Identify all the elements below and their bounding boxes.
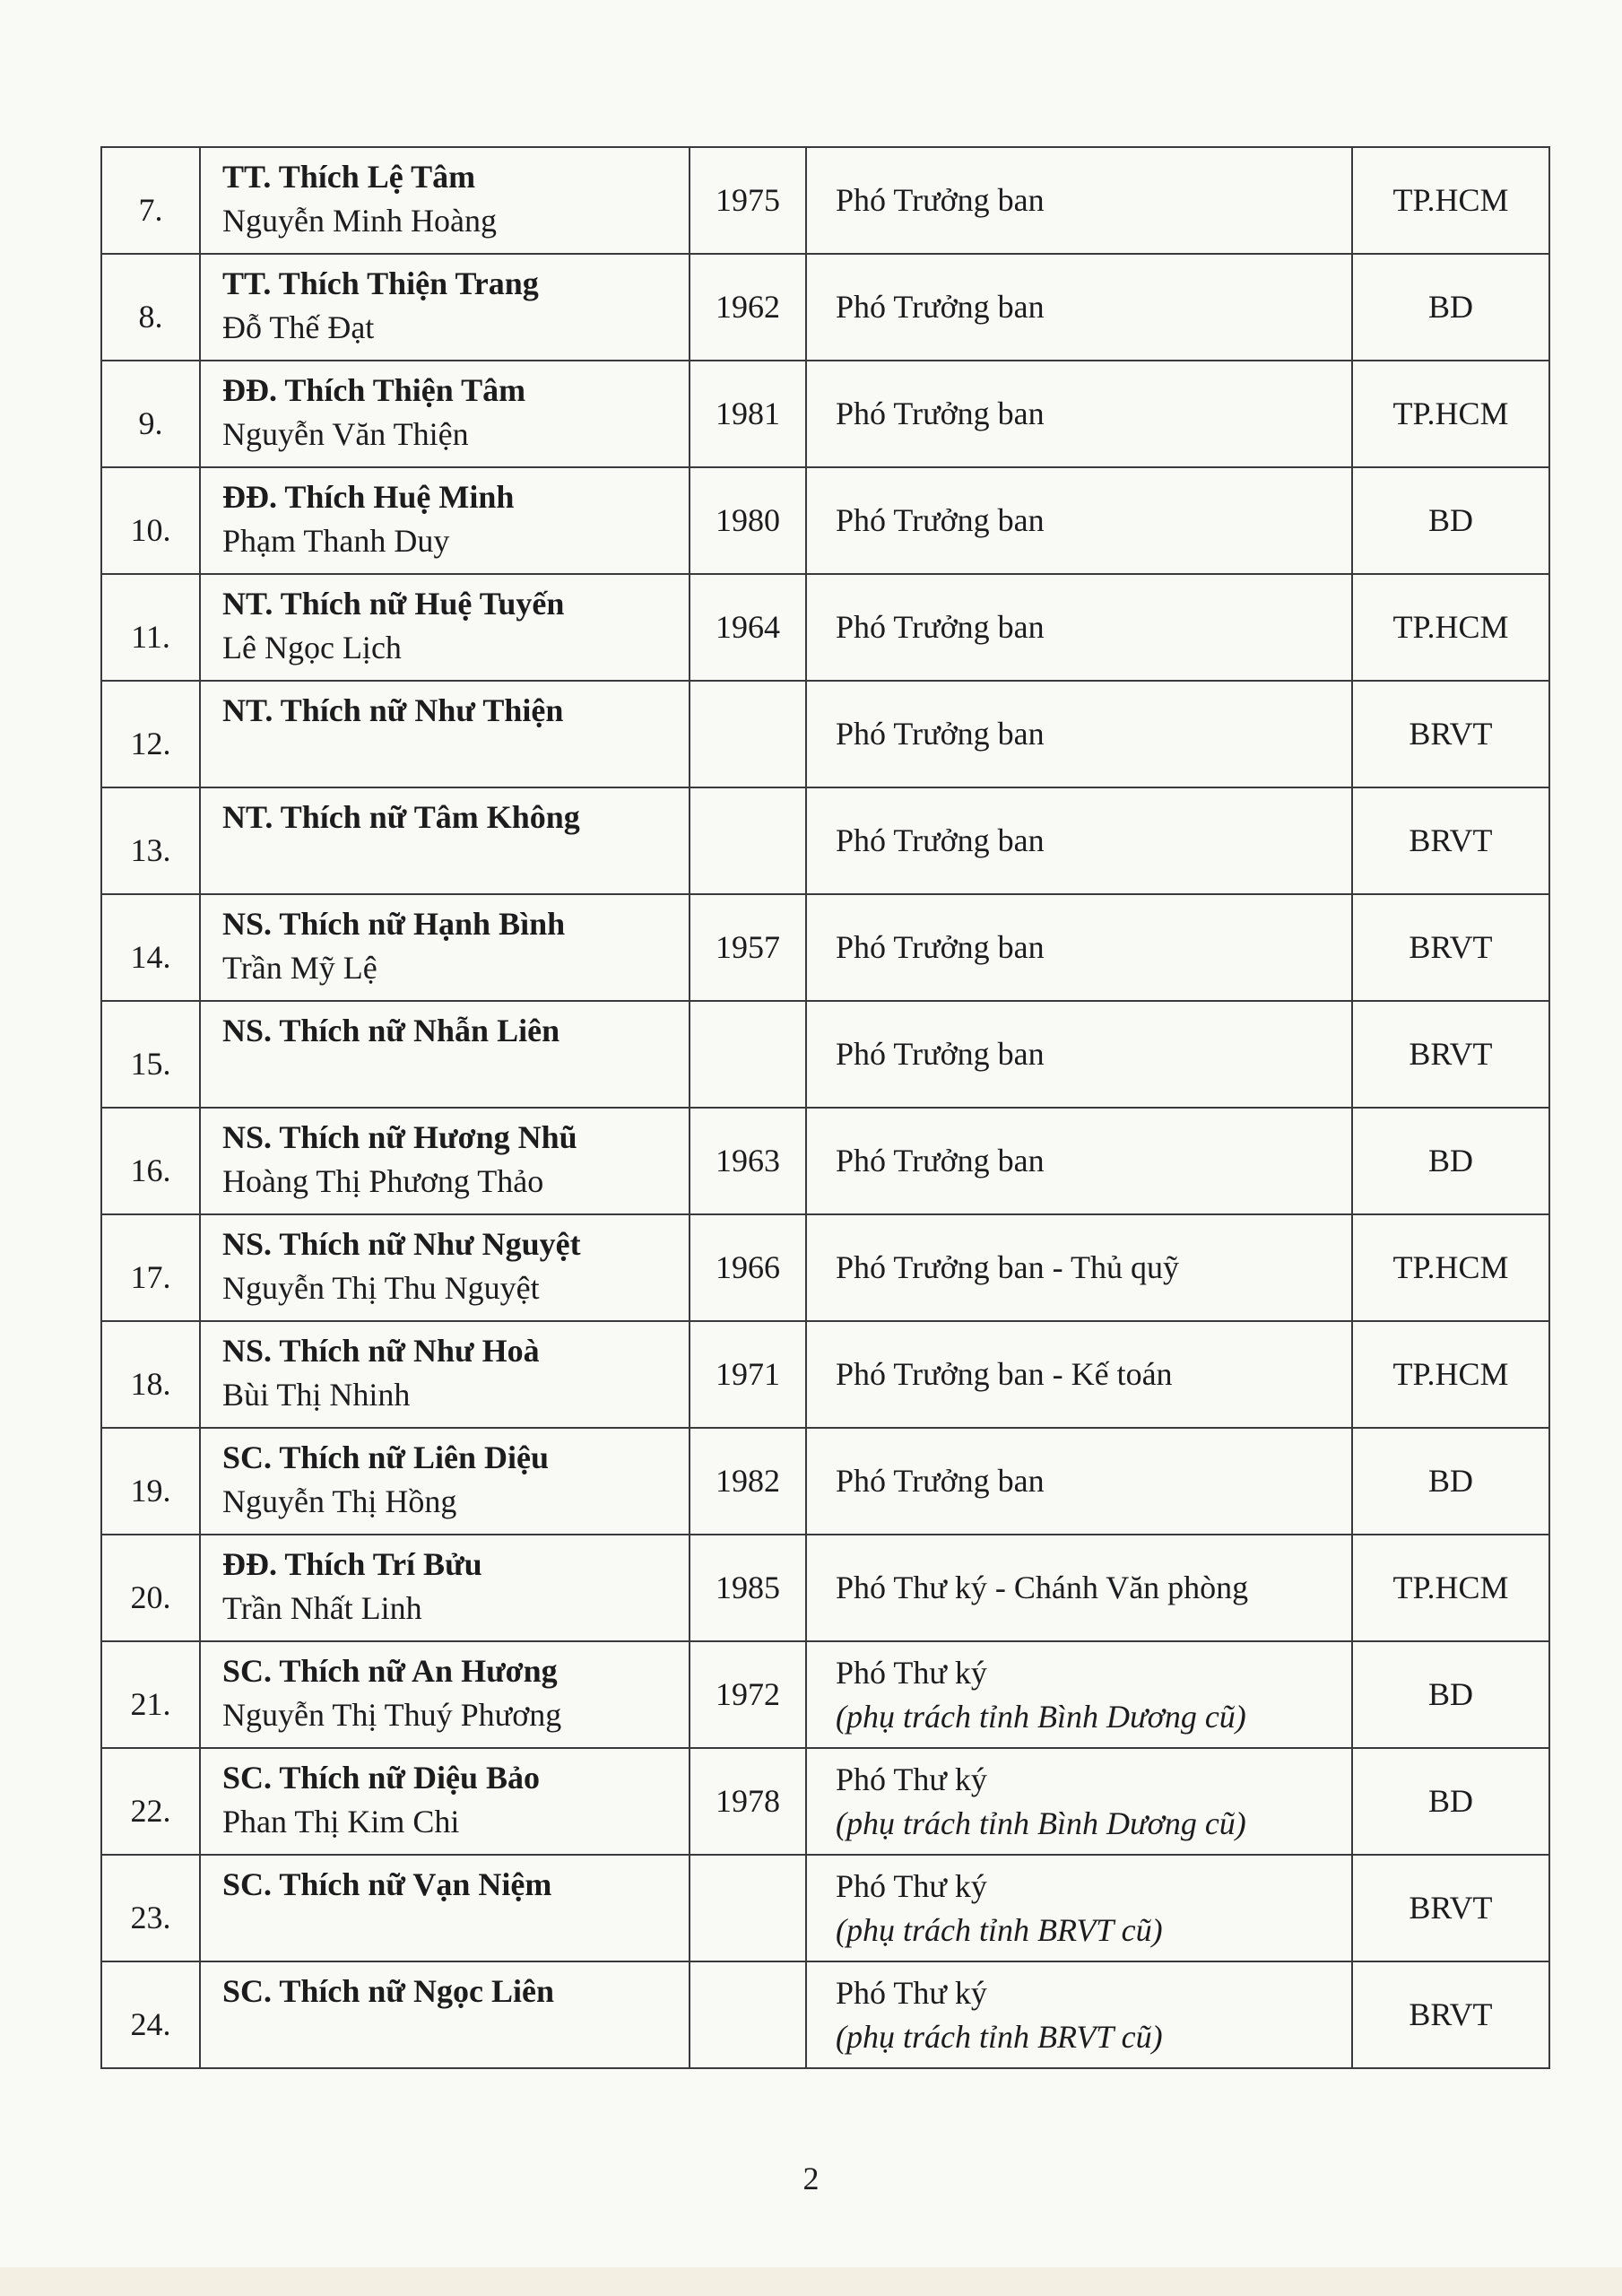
table-row bbox=[101, 1641, 1549, 1748]
religious-name: NT. Thích nữ Tâm Không bbox=[222, 799, 580, 835]
locality-cell: BRVT bbox=[1352, 681, 1549, 787]
birth-year-cell: 1962 bbox=[690, 254, 806, 361]
position-cell bbox=[806, 361, 1352, 467]
religious-name: NS. Thích nữ Như Hoà bbox=[222, 1333, 540, 1369]
religious-name: SC. Thích nữ Liên Diệu bbox=[222, 1439, 550, 1475]
locality-cell: BD bbox=[1352, 254, 1549, 361]
name-cell bbox=[200, 467, 690, 574]
birth-year-cell bbox=[690, 1961, 806, 2068]
row-number-cell: 18. bbox=[101, 1321, 200, 1428]
position-cell bbox=[806, 1961, 1352, 2068]
locality-cell: BD bbox=[1352, 1108, 1549, 1214]
birth-year-cell: 1981 bbox=[690, 361, 806, 467]
row-number-cell: 12. bbox=[101, 681, 200, 787]
row-number-cell: 14. bbox=[101, 894, 200, 1001]
birth-year-cell bbox=[690, 1855, 806, 1961]
name-cell bbox=[200, 361, 690, 467]
religious-name: SC. Thích nữ Diệu Bảo bbox=[222, 1760, 541, 1796]
position-cell bbox=[806, 1108, 1352, 1214]
position-cell bbox=[806, 787, 1352, 894]
table-row bbox=[101, 1321, 1549, 1428]
locality-cell: TP.HCM bbox=[1352, 361, 1549, 467]
name-cell bbox=[200, 147, 690, 254]
position-note: (phụ trách tỉnh BRVT cũ) bbox=[836, 2018, 1163, 2055]
name-cell bbox=[200, 681, 690, 787]
position-title: Phó Trưởng ban bbox=[836, 289, 1045, 325]
row-number-cell: 24. bbox=[101, 1961, 200, 2068]
lay-name: Bùi Thị Nhinh bbox=[222, 1377, 411, 1413]
locality-cell: BRVT bbox=[1352, 1961, 1549, 2068]
position-title: Phó Trưởng ban bbox=[836, 609, 1045, 645]
position-title: Phó Trưởng ban - Kế toán bbox=[836, 1356, 1173, 1392]
position-note: (phụ trách tỉnh Bình Dương cũ) bbox=[836, 1805, 1246, 1841]
religious-name: ĐĐ. Thích Thiện Tâm bbox=[222, 372, 526, 408]
name-cell bbox=[200, 1748, 690, 1855]
row-number-cell: 21. bbox=[101, 1641, 200, 1748]
position-cell bbox=[806, 1855, 1352, 1961]
religious-name: ĐĐ. Thích Trí Bửu bbox=[222, 1546, 482, 1582]
table-row bbox=[101, 681, 1549, 787]
position-title: Phó Trưởng ban bbox=[836, 396, 1045, 431]
row-number-cell: 10. bbox=[101, 467, 200, 574]
religious-name: NT. Thích nữ Huệ Tuyến bbox=[222, 586, 565, 622]
scan-bottom-strip bbox=[0, 2267, 1622, 2296]
position-cell bbox=[806, 1001, 1352, 1108]
row-number-cell: 11. bbox=[101, 574, 200, 681]
position-title: Phó Thư ký bbox=[836, 1654, 987, 1691]
row-number-cell: 22. bbox=[101, 1748, 200, 1855]
locality-cell: TP.HCM bbox=[1352, 147, 1549, 254]
religious-name: TT. Thích Thiện Trang bbox=[222, 265, 539, 301]
position-title: Phó Thư ký bbox=[836, 1761, 987, 1797]
religious-name: NS. Thích nữ Nhẫn Liên bbox=[222, 1013, 560, 1048]
name-cell bbox=[200, 1855, 690, 1961]
position-cell bbox=[806, 1428, 1352, 1535]
position-title: Phó Thư ký bbox=[836, 1974, 987, 2011]
member-table bbox=[100, 146, 1550, 2069]
birth-year-cell: 1985 bbox=[690, 1535, 806, 1641]
lay-name: Phan Thị Kim Chi bbox=[222, 1804, 460, 1839]
position-title: Phó Trưởng ban bbox=[836, 1036, 1045, 1072]
birth-year-cell: 1975 bbox=[690, 147, 806, 254]
table-row bbox=[101, 1428, 1549, 1535]
table-row bbox=[101, 1748, 1549, 1855]
birth-year-cell: 1964 bbox=[690, 574, 806, 681]
table-row bbox=[101, 1855, 1549, 1961]
locality-cell: BD bbox=[1352, 467, 1549, 574]
locality-cell: TP.HCM bbox=[1352, 574, 1549, 681]
name-cell bbox=[200, 1535, 690, 1641]
name-cell bbox=[200, 1428, 690, 1535]
position-title: Phó Trưởng ban bbox=[836, 929, 1045, 965]
position-title: Phó Trưởng ban bbox=[836, 716, 1045, 752]
table-row bbox=[101, 1961, 1549, 2068]
table-row bbox=[101, 467, 1549, 574]
birth-year-cell bbox=[690, 681, 806, 787]
position-note: (phụ trách tỉnh Bình Dương cũ) bbox=[836, 1698, 1246, 1735]
religious-name: NS. Thích nữ Như Nguyệt bbox=[222, 1226, 581, 1262]
position-title: Phó Trưởng ban bbox=[836, 822, 1045, 858]
birth-year-cell: 1963 bbox=[690, 1108, 806, 1214]
row-number-cell: 15. bbox=[101, 1001, 200, 1108]
birth-year-cell: 1980 bbox=[690, 467, 806, 574]
locality-cell: BRVT bbox=[1352, 787, 1549, 894]
row-number-cell: 7. bbox=[101, 147, 200, 254]
table-row bbox=[101, 254, 1549, 361]
position-cell bbox=[806, 1748, 1352, 1855]
member-table-body bbox=[101, 147, 1549, 2068]
table-row bbox=[101, 361, 1549, 467]
birth-year-cell: 1966 bbox=[690, 1214, 806, 1321]
religious-name: SC. Thích nữ An Hương bbox=[222, 1653, 558, 1689]
row-number-cell: 23. bbox=[101, 1855, 200, 1961]
locality-cell: BRVT bbox=[1352, 894, 1549, 1001]
row-number-cell: 17. bbox=[101, 1214, 200, 1321]
lay-name: Nguyễn Thị Thu Nguyệt bbox=[222, 1270, 540, 1306]
birth-year-cell: 1978 bbox=[690, 1748, 806, 1855]
religious-name: ĐĐ. Thích Huệ Minh bbox=[222, 479, 515, 515]
position-cell bbox=[806, 894, 1352, 1001]
row-number-cell: 19. bbox=[101, 1428, 200, 1535]
table-row bbox=[101, 1001, 1549, 1108]
table-row bbox=[101, 1108, 1549, 1214]
table-row bbox=[101, 1214, 1549, 1321]
table-row bbox=[101, 574, 1549, 681]
lay-name: Lê Ngọc Lịch bbox=[222, 630, 402, 665]
locality-cell: TP.HCM bbox=[1352, 1214, 1549, 1321]
table-row bbox=[101, 147, 1549, 254]
position-title: Phó Trưởng ban bbox=[836, 182, 1045, 218]
position-cell bbox=[806, 1214, 1352, 1321]
locality-cell: BD bbox=[1352, 1641, 1549, 1748]
page-number: 2 bbox=[802, 2161, 820, 2196]
locality-cell: BRVT bbox=[1352, 1001, 1549, 1108]
position-cell bbox=[806, 681, 1352, 787]
name-cell bbox=[200, 1001, 690, 1108]
row-number-cell: 8. bbox=[101, 254, 200, 361]
lay-name: Nguyễn Văn Thiện bbox=[222, 416, 469, 452]
row-number-cell: 9. bbox=[101, 361, 200, 467]
row-number-cell: 13. bbox=[101, 787, 200, 894]
table-row bbox=[101, 894, 1549, 1001]
religious-name: NS. Thích nữ Hạnh Bình bbox=[222, 906, 566, 942]
lay-name: Trần Mỹ Lệ bbox=[222, 950, 377, 986]
position-cell bbox=[806, 254, 1352, 361]
lay-name: Nguyễn Thị Hồng bbox=[222, 1483, 457, 1519]
position-title: Phó Thư ký bbox=[836, 1867, 987, 1904]
position-cell bbox=[806, 1321, 1352, 1428]
religious-name: NT. Thích nữ Như Thiện bbox=[222, 692, 564, 728]
lay-name: Nguyễn Minh Hoàng bbox=[222, 203, 497, 239]
name-cell bbox=[200, 1961, 690, 2068]
birth-year-cell: 1982 bbox=[690, 1428, 806, 1535]
name-cell bbox=[200, 787, 690, 894]
position-cell bbox=[806, 1641, 1352, 1748]
birth-year-cell: 1971 bbox=[690, 1321, 806, 1428]
name-cell bbox=[200, 1641, 690, 1748]
row-number-cell: 20. bbox=[101, 1535, 200, 1641]
locality-cell: BD bbox=[1352, 1748, 1549, 1855]
lay-name: Phạm Thanh Duy bbox=[222, 523, 450, 559]
locality-cell: TP.HCM bbox=[1352, 1321, 1549, 1428]
religious-name: NS. Thích nữ Hương Nhũ bbox=[222, 1119, 577, 1155]
position-title: Phó Thư ký - Chánh Văn phòng bbox=[836, 1570, 1249, 1605]
birth-year-cell bbox=[690, 787, 806, 894]
locality-cell: BD bbox=[1352, 1428, 1549, 1535]
position-cell bbox=[806, 1535, 1352, 1641]
religious-name: SC. Thích nữ Vạn Niệm bbox=[222, 1866, 552, 1902]
birth-year-cell: 1972 bbox=[690, 1641, 806, 1748]
name-cell bbox=[200, 254, 690, 361]
table-row bbox=[101, 787, 1549, 894]
religious-name: SC. Thích nữ Ngọc Liên bbox=[222, 1973, 555, 2009]
lay-name: Đỗ Thế Đạt bbox=[222, 309, 375, 345]
position-cell bbox=[806, 467, 1352, 574]
lay-name: Nguyễn Thị Thuý Phương bbox=[222, 1697, 562, 1733]
name-cell bbox=[200, 1321, 690, 1428]
position-title: Phó Trưởng ban bbox=[836, 1463, 1045, 1499]
position-note: (phụ trách tỉnh BRVT cũ) bbox=[836, 1911, 1163, 1948]
locality-cell: BRVT bbox=[1352, 1855, 1549, 1961]
name-cell bbox=[200, 894, 690, 1001]
name-cell bbox=[200, 1214, 690, 1321]
row-number-cell: 16. bbox=[101, 1108, 200, 1214]
position-title: Phó Trưởng ban bbox=[836, 502, 1045, 538]
locality-cell: TP.HCM bbox=[1352, 1535, 1549, 1641]
position-title: Phó Trưởng ban bbox=[836, 1143, 1045, 1178]
position-cell bbox=[806, 147, 1352, 254]
position-cell bbox=[806, 574, 1352, 681]
lay-name: Trần Nhất Linh bbox=[222, 1590, 422, 1626]
name-cell bbox=[200, 1108, 690, 1214]
name-cell bbox=[200, 574, 690, 681]
position-title: Phó Trưởng ban - Thủ quỹ bbox=[836, 1249, 1179, 1285]
birth-year-cell bbox=[690, 1001, 806, 1108]
table-row bbox=[101, 1535, 1549, 1641]
lay-name: Hoàng Thị Phương Thảo bbox=[222, 1163, 544, 1199]
birth-year-cell: 1957 bbox=[690, 894, 806, 1001]
religious-name: TT. Thích Lệ Tâm bbox=[222, 159, 476, 195]
